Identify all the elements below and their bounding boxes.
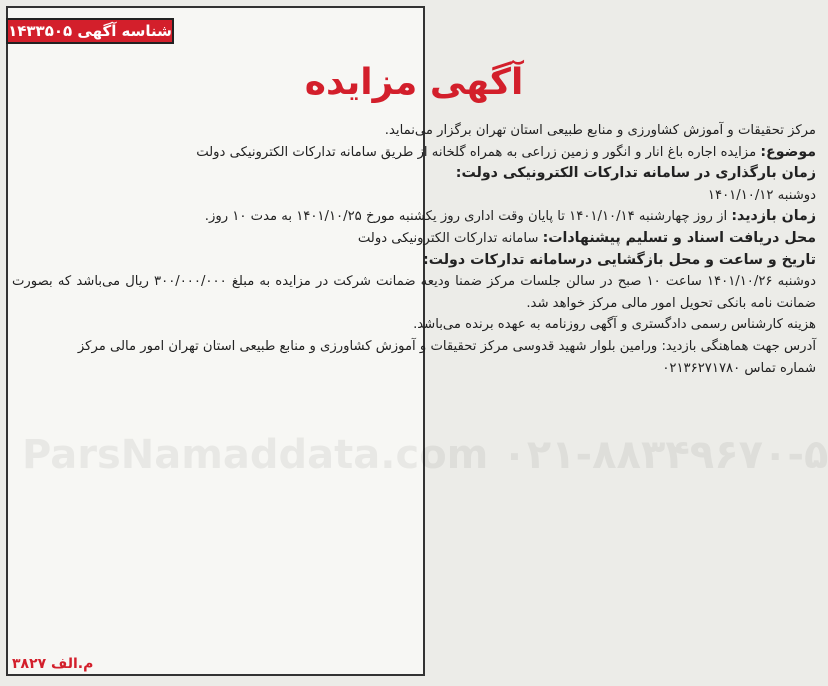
upload-text: دوشنبه ۱۴۰۱/۱۰/۱۲ — [707, 187, 816, 203]
subject-label: موضوع: — [760, 143, 816, 160]
ad-title: آگهی مزایده — [304, 62, 524, 103]
visit-label: زمان بازدید: — [731, 208, 816, 225]
subject-paragraph — [12, 142, 816, 164]
upload-label: زمان بارگذاری در سامانه تدارکات الکترونیکی دولت: — [455, 165, 816, 182]
ad-id-badge: شناسه آگهی ۱۴۳۳۵۰۵ — [6, 18, 174, 44]
watermark: ParsNamaddata.com ۰۲۱-۸۸۳۴۹۶۷۰-۵ — [22, 432, 828, 478]
opening-label: تاریخ و ساعت و محل بازگشایی درسامانه تدارکات دولت: — [423, 251, 816, 268]
visit-paragraph — [12, 206, 816, 228]
docs-text: سامانه تدارکات الکترونیکی دولت — [357, 230, 539, 246]
subject-text: مزایده اجاره باغ انار و انگور و زمین زراعی به همراه گلخانه از طریق سامانه تدارکات الکترونیکی دولت — [196, 144, 757, 160]
address-text: آدرس جهت هماهنگی بازدید: ورامین بلوار شهید قدوسی مرکز تحقیقات و آموزش کشاورزی و منابع طبیعی استان تهران امور مالی مرکز — [77, 338, 816, 354]
phone-text: شماره تماس ۰۲۱۳۶۲۷۱۷۸۰ — [662, 360, 816, 376]
visit-text: از روز چهارشنبه ۱۴۰۱/۱۰/۱۴ تا پایان وقت اداری روز یکشنبه مورخ ۱۴۰۱/۱۰/۲۵ به مدت ۱۰ روز. — [204, 209, 728, 225]
opening-text: دوشنبه ۱۴۰۱/۱۰/۲۶ ساعت ۱۰ صبح در سالن جلسات مرکز ضمنا ودیعه ضمانت شرکت در مزایده به مبلغ ۳۰۰/۰۰۰/۰۰۰ ریال می‌باشد که بصورت ضمانت نامه بانکی تحویل امور مالی مرکز خواهد شد. — [12, 274, 816, 311]
intro-text: مرکز تحقیقات و آموزش کشاورزی و منابع طبیعی استان تهران برگزار می‌نماید. — [384, 123, 816, 138]
docs-label: محل دریافت اسناد و تسلیم پیشنهادات: — [542, 229, 816, 246]
footer-code: م.الف ۳۸۲۷ — [12, 656, 94, 672]
ad-body — [12, 120, 816, 379]
fee-text: هزینه کارشناس رسمی دادگستری و آگهی روزنامه به عهده برنده می‌باشد. — [413, 317, 816, 333]
docs-paragraph — [12, 228, 816, 250]
